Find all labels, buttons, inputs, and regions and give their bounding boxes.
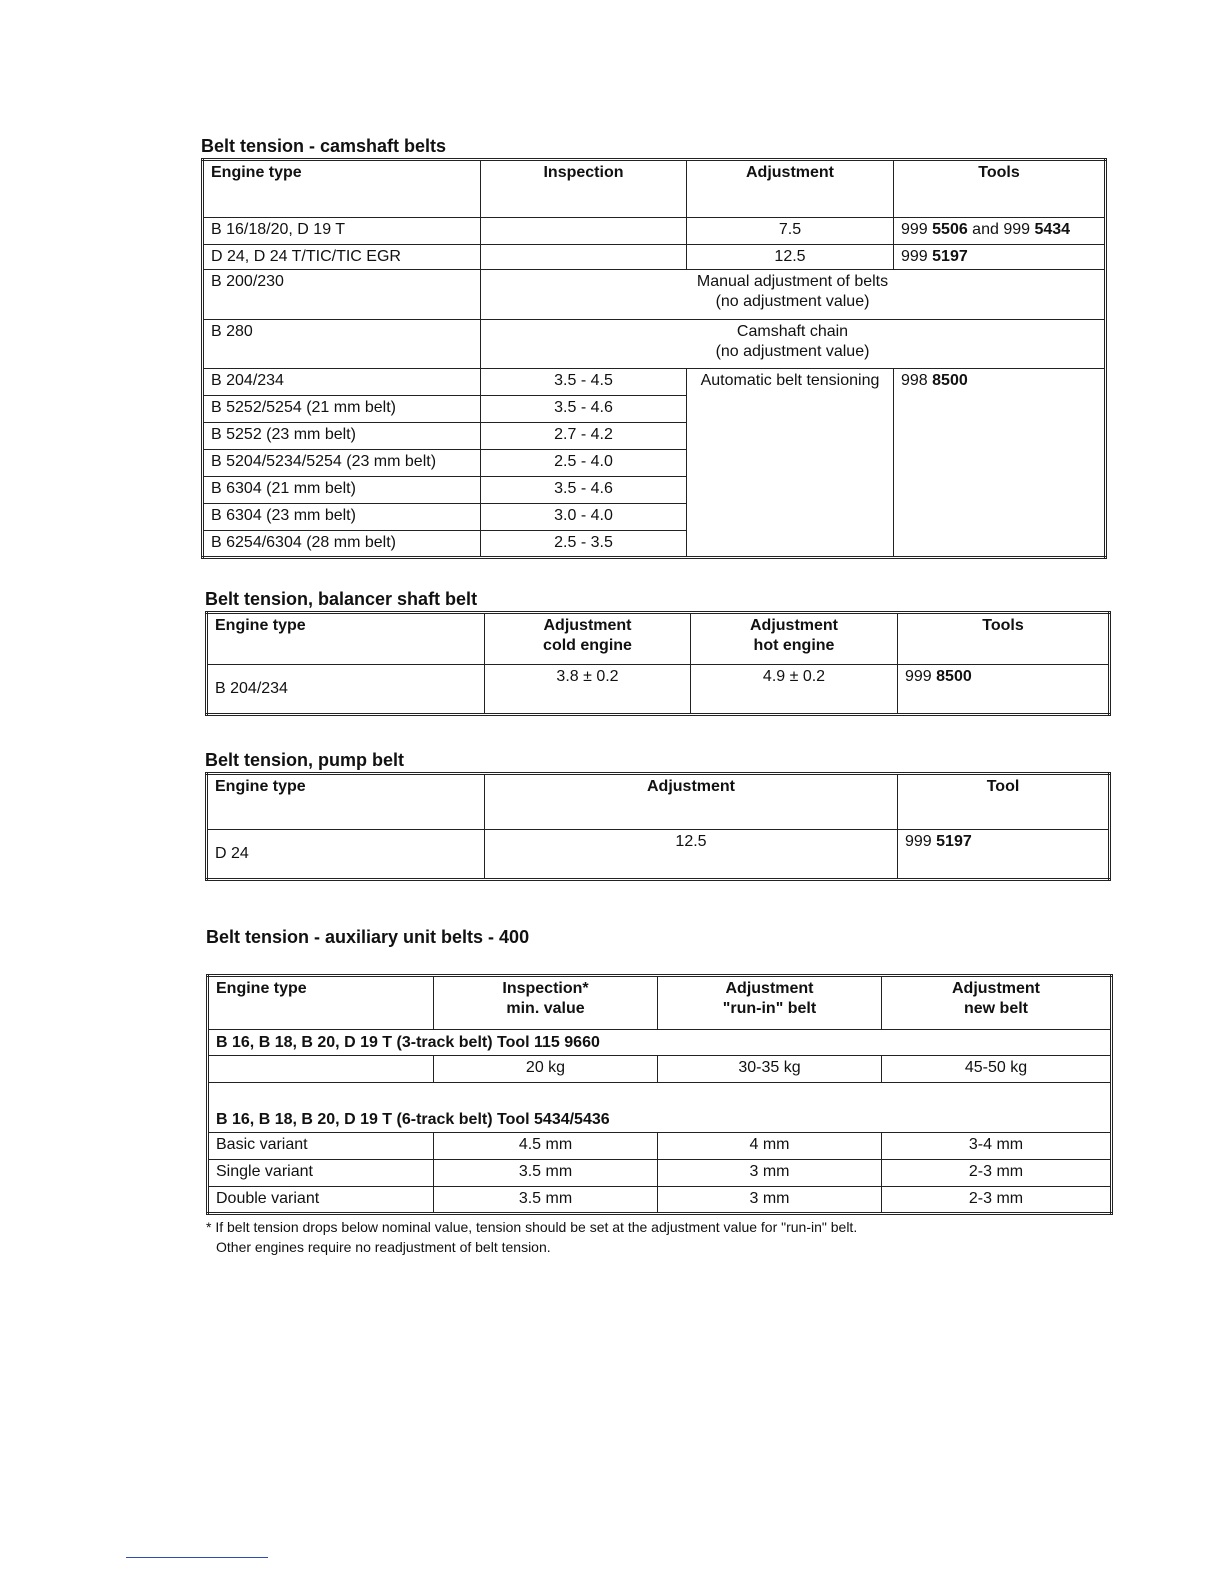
header-tools: Tools xyxy=(894,160,1106,218)
engine-cell: B 5252/5254 (21 mm belt) xyxy=(203,396,481,423)
run-in-cell: 3 mm xyxy=(658,1160,882,1187)
table-row xyxy=(203,218,1106,245)
inspection-cell xyxy=(481,245,687,270)
tools-cell xyxy=(894,245,1106,270)
note-line: Camshaft chain xyxy=(736,323,849,340)
engine-cell: B 6254/6304 (28 mm belt) xyxy=(203,531,481,558)
header-line: Inspection* xyxy=(502,980,589,997)
balancer-table xyxy=(205,611,1111,716)
camshaft-table xyxy=(201,158,1107,559)
header-engine-type: Engine type xyxy=(203,160,481,218)
inspection-cell: 3.5 - 4.6 xyxy=(481,477,687,504)
adjustment-cell: Automatic belt tensioning xyxy=(687,369,894,558)
inspection-cell: 3.5 mm xyxy=(434,1160,658,1187)
header-line: Adjustment xyxy=(725,980,814,997)
engine-cell: B 6304 (21 mm belt) xyxy=(203,477,481,504)
engine-cell: B 280 xyxy=(203,320,481,369)
group-heading: B 16, B 18, B 20, D 19 T (3-track belt) Tool 115 9660 xyxy=(208,1030,1112,1056)
table-row xyxy=(207,830,1110,880)
camshaft-section xyxy=(201,136,1107,559)
group-heading-row xyxy=(208,1083,1112,1133)
cold-cell: 3.8 ± 0.2 xyxy=(485,665,691,715)
auxiliary-table xyxy=(206,974,1113,1215)
header-line: min. value xyxy=(506,1000,585,1017)
adjustment-cell: 7.5 xyxy=(687,218,894,245)
footnote-line: Other engines require no readjustment of belt tension. xyxy=(216,1239,551,1255)
pump-table xyxy=(205,772,1111,881)
pump-title: Belt tension, pump belt xyxy=(205,750,405,770)
table-row xyxy=(203,270,1106,320)
run-in-cell: 4 mm xyxy=(658,1133,882,1160)
engine-cell: Double variant xyxy=(208,1187,434,1214)
tools-number: 5506 xyxy=(932,221,968,238)
new-belt-cell: 2-3 mm xyxy=(882,1187,1112,1214)
balancer-title: Belt tension, balancer shaft belt xyxy=(205,589,478,609)
inspection-cell: 2.5 - 3.5 xyxy=(481,531,687,558)
camshaft-title: Belt tension - camshaft belts xyxy=(201,136,447,156)
engine-cell: B 204/234 xyxy=(203,369,481,396)
inspection-cell: 20 kg xyxy=(434,1056,658,1083)
auxiliary-section xyxy=(206,927,1113,1257)
note-line: Manual adjustment of belts xyxy=(696,273,889,290)
header-line: Adjustment xyxy=(543,617,632,634)
tools-number: 8500 xyxy=(932,372,968,389)
engine-cell: B 200/230 xyxy=(203,270,481,320)
pump-section xyxy=(205,750,1111,881)
table-row xyxy=(208,1133,1112,1160)
table-row xyxy=(207,665,1110,715)
tools-text: 999 xyxy=(901,248,933,265)
header-line: "run-in" belt xyxy=(722,1000,817,1017)
run-in-cell: 3 mm xyxy=(658,1187,882,1214)
header-inspection xyxy=(434,976,658,1030)
engine-cell: B 5204/5234/5254 (23 mm belt) xyxy=(203,450,481,477)
header-inspection: Inspection xyxy=(481,160,687,218)
tools-text: 999 xyxy=(905,833,937,850)
header-line: new belt xyxy=(963,1000,1028,1017)
table-header-row xyxy=(208,976,1112,1030)
inspection-cell: 4.5 mm xyxy=(434,1133,658,1160)
merged-note-cell xyxy=(481,270,1106,320)
engine-cell xyxy=(208,1056,434,1083)
table-row xyxy=(203,320,1106,369)
table-header-row xyxy=(207,774,1110,830)
inspection-cell: 3.5 - 4.5 xyxy=(481,369,687,396)
footnote-line: * If belt tension drops below nominal value, tension should be set at the adjustment value for "run-in" belt. xyxy=(206,1219,858,1235)
table-row xyxy=(208,1187,1112,1214)
header-adjustment-new xyxy=(882,976,1112,1030)
page-link-underline xyxy=(126,1557,268,1558)
tools-text: 999 xyxy=(905,668,937,685)
group-heading: B 16, B 18, B 20, D 19 T (6-track belt) Tool 5434/5436 xyxy=(208,1083,1112,1133)
new-belt-cell: 45-50 kg xyxy=(882,1056,1112,1083)
adjustment-cell: 12.5 xyxy=(485,830,898,880)
new-belt-cell: 2-3 mm xyxy=(882,1160,1112,1187)
inspection-cell: 3.5 - 4.6 xyxy=(481,396,687,423)
inspection-cell xyxy=(481,218,687,245)
tools-text: 998 xyxy=(901,372,933,389)
tools-cell xyxy=(894,369,1106,558)
header-adjustment: Adjustment xyxy=(485,774,898,830)
header-line: Adjustment xyxy=(952,980,1040,997)
inspection-cell: 3.5 mm xyxy=(434,1187,658,1214)
header-engine-type: Engine type xyxy=(208,976,434,1030)
tools-cell xyxy=(894,218,1106,245)
header-adjustment-hot xyxy=(691,613,898,665)
table-row xyxy=(208,1160,1112,1187)
footnote xyxy=(206,1217,1113,1257)
tools-number: 8500 xyxy=(936,668,972,685)
inspection-cell: 2.7 - 4.2 xyxy=(481,423,687,450)
header-adjustment-run-in xyxy=(658,976,882,1030)
table-header-row xyxy=(203,160,1106,218)
header-tools: Tools xyxy=(898,613,1110,665)
inspection-cell: 2.5 - 4.0 xyxy=(481,450,687,477)
header-engine-type: Engine type xyxy=(207,613,485,665)
header-adjustment-cold xyxy=(485,613,691,665)
engine-cell: Single variant xyxy=(208,1160,434,1187)
engine-cell: Basic variant xyxy=(208,1133,434,1160)
inspection-cell: 3.0 - 4.0 xyxy=(481,504,687,531)
engine-cell: B 5252 (23 mm belt) xyxy=(203,423,481,450)
note-line: (no adjustment value) xyxy=(715,343,870,360)
tools-number: 5197 xyxy=(932,248,968,265)
tools-cell xyxy=(898,830,1110,880)
group-heading-row xyxy=(208,1030,1112,1056)
tools-cell xyxy=(898,665,1110,715)
table-header-row xyxy=(207,613,1110,665)
header-line: hot engine xyxy=(753,637,835,654)
tools-number: 5197 xyxy=(936,833,972,850)
table-row xyxy=(208,1056,1112,1083)
new-belt-cell: 3-4 mm xyxy=(882,1133,1112,1160)
merged-note-cell xyxy=(481,320,1106,369)
header-line: Adjustment xyxy=(750,617,838,634)
engine-cell: D 24 xyxy=(207,830,485,880)
note-line: (no adjustment value) xyxy=(715,293,870,310)
header-tool: Tool xyxy=(898,774,1110,830)
header-engine-type: Engine type xyxy=(207,774,485,830)
auxiliary-title: Belt tension - auxiliary unit belts - 400 xyxy=(206,927,530,947)
engine-cell: D 24, D 24 T/TIC/TIC EGR xyxy=(203,245,481,270)
tools-text: and 999 xyxy=(967,221,1035,238)
engine-cell: B 204/234 xyxy=(207,665,485,715)
tools-number: 5434 xyxy=(1034,221,1071,238)
hot-cell: 4.9 ± 0.2 xyxy=(691,665,898,715)
header-line: cold engine xyxy=(543,637,632,654)
engine-cell: B 6304 (23 mm belt) xyxy=(203,504,481,531)
header-adjustment: Adjustment xyxy=(687,160,894,218)
tools-text: 999 xyxy=(901,221,933,238)
table-row xyxy=(203,369,1106,396)
balancer-section xyxy=(205,589,1111,716)
run-in-cell: 30-35 kg xyxy=(658,1056,882,1083)
adjustment-cell: 12.5 xyxy=(687,245,894,270)
table-row xyxy=(203,245,1106,270)
engine-cell: B 16/18/20, D 19 T xyxy=(203,218,481,245)
